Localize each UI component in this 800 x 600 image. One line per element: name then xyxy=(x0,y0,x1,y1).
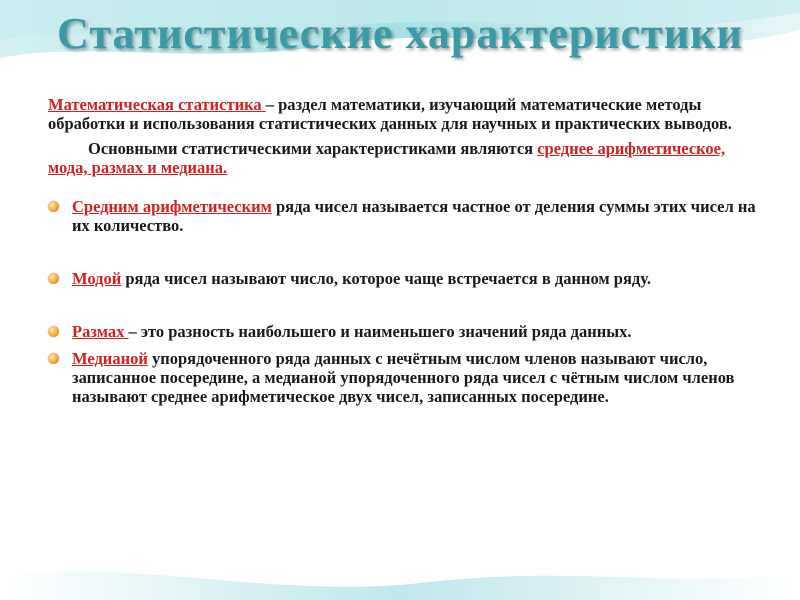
slide-content xyxy=(48,95,758,406)
list-item-text: – это разность наибольшего и наименьшего значений ряда данных. xyxy=(128,322,632,341)
list-item-term: Средним арифметическим xyxy=(72,197,272,216)
intro-second-term: среднее арифметическое, мода, размах и медиана. xyxy=(48,139,726,177)
bullet-icon xyxy=(48,326,59,337)
page-title: Статистические характеристики xyxy=(57,9,743,58)
list-item xyxy=(48,269,758,288)
list-item-term: Медианой xyxy=(72,349,148,368)
list-item-term: Размах xyxy=(72,322,129,341)
bullet-icon xyxy=(48,273,59,284)
list-item xyxy=(48,322,758,341)
definition-list xyxy=(48,197,758,406)
intro-second-text: Основными статистическими характеристиками являются xyxy=(88,139,538,158)
list-item-text: ряда чисел называется частное от деления суммы этих чисел на их количество. xyxy=(72,197,756,235)
bullet-icon xyxy=(48,353,59,364)
list-item xyxy=(48,349,758,406)
intro-paragraph xyxy=(48,95,758,133)
intro-text: – раздел математики, изучающий математические методы обработки и использования статистических данных для научных и практических выводов. xyxy=(48,95,732,133)
bullet-icon xyxy=(48,201,59,212)
list-item-term: Модой xyxy=(72,269,122,288)
list-item-text: упорядоченного ряда данных с нечётным числом членов называют число, записанное посередине, а медианой упорядоченного ряда чисел с чётным числом членов называют среднее арифметическое двух чисел, записанных посередине. xyxy=(72,349,735,406)
list-item-text: ряда чисел называют число, которое чаще встречается в данном ряду. xyxy=(121,269,651,288)
intro-second-paragraph xyxy=(48,139,758,177)
list-item xyxy=(48,197,758,235)
intro-term: Математическая статистика xyxy=(48,95,266,114)
